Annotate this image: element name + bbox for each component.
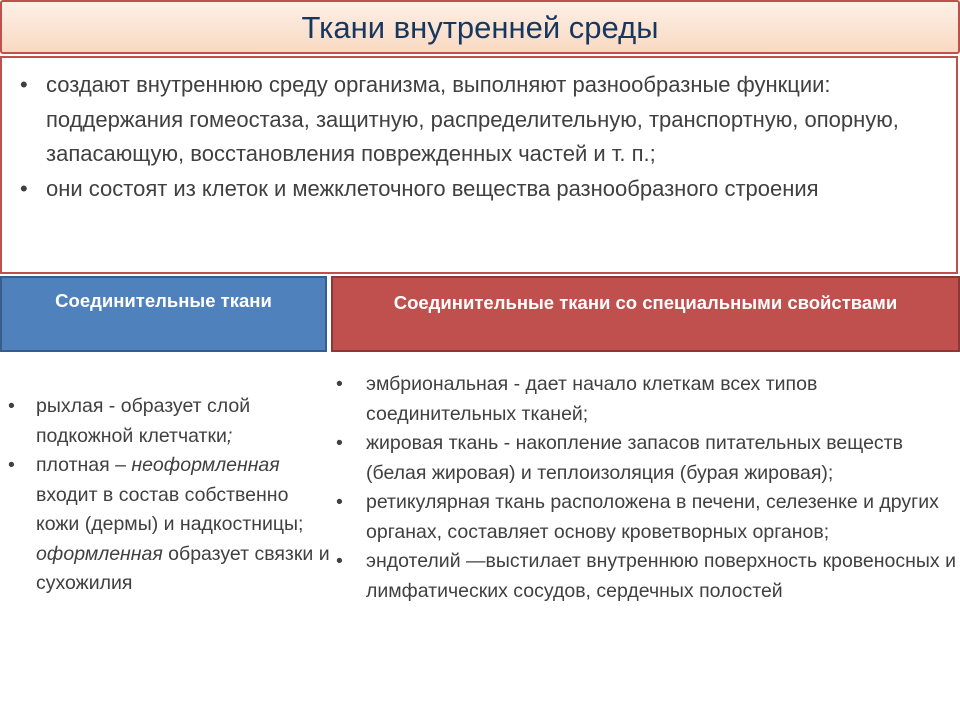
dense-text-2: входит в состав собственно кожи (дермы) и надкостницы; bbox=[36, 483, 304, 535]
list-item-reticular: • ретикулярная ткань расположена в печени, селезенке и других органах, составляет основу кроветворных органов; bbox=[336, 488, 960, 547]
intro-list bbox=[20, 68, 936, 206]
special-tissue-list bbox=[336, 370, 960, 606]
title-bar bbox=[0, 0, 960, 54]
intro-box bbox=[0, 56, 958, 274]
connective-tissue-header: Соединительные ткани bbox=[0, 276, 327, 352]
connective-tissue-list bbox=[8, 392, 330, 599]
loose-suffix: ; bbox=[226, 424, 233, 447]
dense-text-1: плотная – bbox=[36, 454, 132, 476]
list-item-adipose: • жировая ткань - накопление запасов питательных веществ (белая жировая) и теплоизоляция (бурая жировая); bbox=[336, 429, 960, 488]
intro-item-1: • создают внутреннюю среду организма, выполняют разнообразные функции: поддержания гомеостаза, защитную, распределительную, транспортную, опорную, запасающую, восстановления поврежденных частей и т. п.; bbox=[20, 68, 936, 172]
list-item-embryonic: • эмбриональная - дает начало клеткам всех типов соединительных тканей; bbox=[336, 370, 960, 429]
dense-regular-term: оформленная bbox=[36, 542, 163, 565]
loose-text: рыхлая - образует слой подкожной клетчатки bbox=[36, 395, 251, 447]
list-item-loose bbox=[8, 392, 330, 451]
special-connective-tissue-header: Соединительные ткани со специальными свойствами bbox=[331, 276, 960, 352]
list-item-dense bbox=[8, 451, 330, 599]
intro-item-2: • они состоят из клеток и межклеточного вещества разнообразного строения bbox=[20, 172, 936, 207]
list-item-endothelium: • эндотелий —выстилает внутреннюю поверхность кровеносных и лимфатических сосудов, сердечных полостей bbox=[336, 547, 960, 606]
dense-irregular-term: неоформленная bbox=[131, 454, 280, 476]
slide-title: Ткани внутренней среды bbox=[301, 10, 659, 45]
dense-text-3: образует связки и сухожилия bbox=[36, 542, 330, 594]
